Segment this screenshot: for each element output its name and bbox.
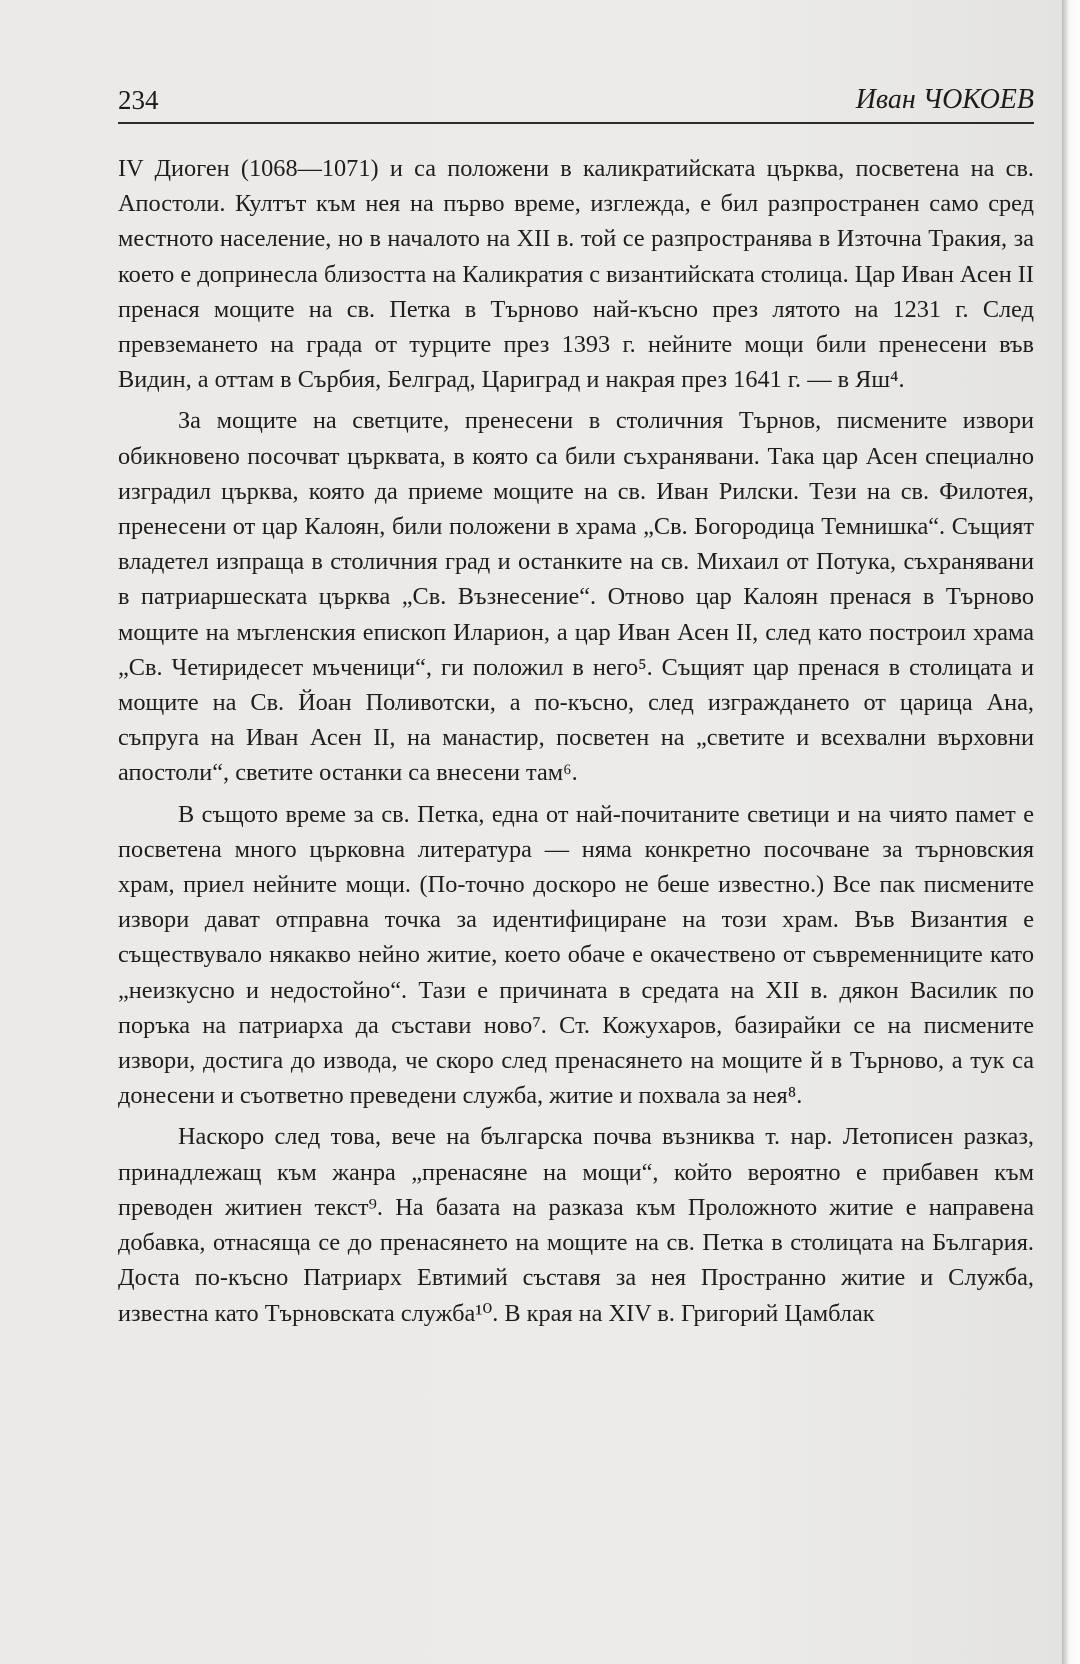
paragraph: За мощите на светците, пренесени в столичния Търнов, писмените извори обикновено посочват църквата, в която са били съхранявани. Така цар Асен специално изградил църква, която да приеме мощите на св. Иван Рилски. Тези на св. Филотея, пренесени от цар Калоян, били положени в храма „Св. Богородица Темнишка“. Същият владетел изпраща в столичния град и останките на св. Михаил от Потука, съхранявани в патриаршеската църква „Св. Възнесение“. Отново цар Калоян пренася в Търново мощите на мъгленския епископ Иларион, а цар Иван Асен II, след като построил храма „Св. Четиридесет мъченици“, ги положил в него⁵. Същият цар пренася в столицата и мощите на Св. Йоан Поливотски, а по-късно, след изграждането от царица Ана, съпруга на Иван Асен II, на манастир, посветен на „светите и всехвални върховни апостоли“, светите останки са внесени там⁶.: [118, 407, 1034, 787]
body-text: [118, 151, 1034, 1337]
page-edge: [1062, 0, 1080, 1664]
running-head-author: Иван ЧОКОЕВ: [855, 84, 1034, 115]
page-number: 234: [118, 85, 159, 115]
paragraph: Наскоро след това, вече на българска почва възниква т. нар. Летописен разказ, принадлежащ към жанра „пренасяне на мощи“, който вероятно е прибавен към преводен житиен текст⁹. На базата на разказа към Проложното житие е направена добавка, отнасяща се до пренасянето на мощите на св. Петка в столицата на България. Доста по-късно Патриарх Евтимий съставя за нея Пространно житие и Служба, известна като Търновската служба¹⁰. В края на XIV в. Григорий Цамблак: [118, 1123, 1034, 1327]
paragraph: В същото време за св. Петка, една от най-почитаните светици и на чиято памет е посветена много църковна литература — няма конкретно посочване за търновския храм, приел нейните мощи. (По-точно доскоро не беше известно.) Все пак писмените извори дават отправна точка за идентифициране на този храм. Във Византия е съществувало някакво нейно житие, което обаче е окачествено от съвременниците като „неизкусно и недостойно“. Тази е причината в средата на XII в. дякон Василик по поръка на патриарха да състави ново⁷. Ст. Кожухаров, базирайки се на писмените извори, достига до извода, че скоро след пренасянето на мощите й в Търново, а тук са донесени и съответно преведени служба, житие и похвала за нея⁸.: [118, 800, 1034, 1110]
page-header: [118, 82, 1034, 124]
paragraph-continued: IV Диоген (1068—1071) и са положени в каликратийската църква, посветена на св. Апостоли. Култът към нея на първо време, изглежда, е бил разпространен само сред местното население, но в началото на XII в. той се разпространява в Източна Тракия, за което е допринесла близостта на Каликратия с византийската столица. Цар Иван Асен II пренася мощите на св. Петка в Търново най-късно през лятото на 1231 г. След превземането на града от турците през 1393 г. нейните мощи били пренесени във Видин, а оттам в Сърбия, Белград, Цариград и накрая през 1641 г. — в Яш⁴.: [118, 155, 1034, 394]
